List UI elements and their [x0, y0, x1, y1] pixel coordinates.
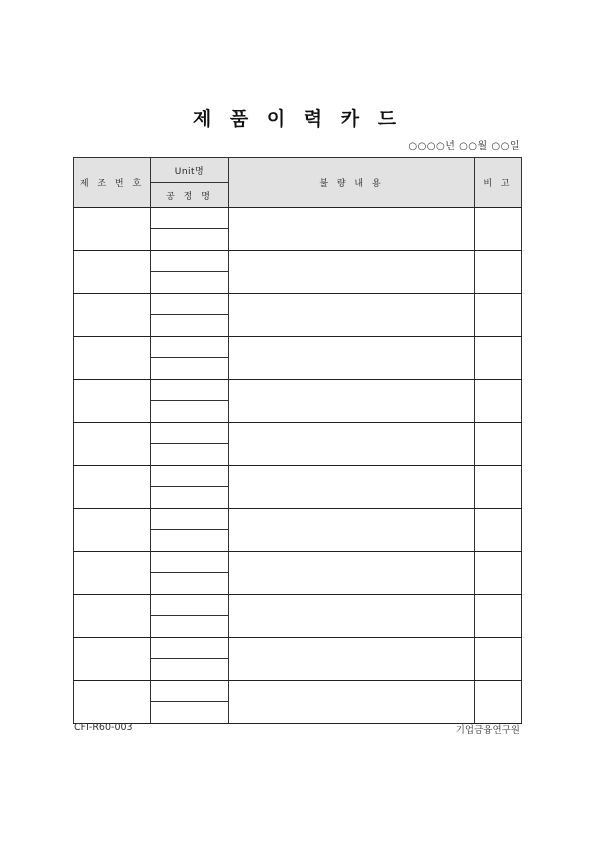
unit-name-cell[interactable] — [151, 208, 229, 229]
unit-name-cell[interactable] — [151, 638, 229, 659]
form-code: CFI-R60-003 — [74, 722, 133, 733]
unit-name-cell[interactable] — [151, 509, 229, 530]
serial-no-cell[interactable] — [74, 552, 151, 595]
serial-no-cell[interactable] — [74, 251, 151, 294]
unit-name-cell[interactable] — [151, 466, 229, 487]
date-line: ○○○○년 ○○월 ○○일 — [408, 141, 520, 152]
serial-no-cell[interactable] — [74, 380, 151, 423]
unit-name-cell[interactable] — [151, 251, 229, 272]
header-serial-no: 제 조 번 호 — [74, 158, 151, 208]
institute-name: 기업금융연구원 — [455, 725, 520, 736]
entry-row — [74, 638, 522, 659]
remarks-cell[interactable] — [475, 294, 522, 337]
entry-row — [74, 294, 522, 315]
defect-details-cell[interactable] — [229, 552, 475, 595]
process-name-cell[interactable] — [151, 530, 229, 552]
defect-details-cell[interactable] — [229, 294, 475, 337]
unit-name-cell[interactable] — [151, 380, 229, 401]
unit-name-cell[interactable] — [151, 423, 229, 444]
entry-row — [74, 509, 522, 530]
entry-row — [74, 380, 522, 401]
process-name-cell[interactable] — [151, 487, 229, 509]
remarks-cell[interactable] — [475, 380, 522, 423]
process-name-cell[interactable] — [151, 616, 229, 638]
remarks-cell[interactable] — [475, 509, 522, 552]
unit-name-cell[interactable] — [151, 294, 229, 315]
remarks-cell[interactable] — [475, 552, 522, 595]
entry-row — [74, 466, 522, 487]
entry-row — [74, 337, 522, 358]
process-name-cell[interactable] — [151, 358, 229, 380]
remarks-cell[interactable] — [475, 466, 522, 509]
serial-no-cell[interactable] — [74, 681, 151, 724]
header-defect-details: 불 량 내 용 — [229, 158, 475, 208]
entry-row — [74, 251, 522, 272]
defect-details-cell[interactable] — [229, 380, 475, 423]
defect-details-cell[interactable] — [229, 466, 475, 509]
process-name-cell[interactable] — [151, 573, 229, 595]
serial-no-cell[interactable] — [74, 509, 151, 552]
remarks-cell[interactable] — [475, 337, 522, 380]
header-unit-name: Unit명 — [151, 158, 229, 183]
process-name-cell[interactable] — [151, 401, 229, 423]
header-row — [74, 158, 522, 183]
serial-no-cell[interactable] — [74, 337, 151, 380]
entry-row — [74, 552, 522, 573]
defect-details-cell[interactable] — [229, 638, 475, 681]
remarks-cell[interactable] — [475, 208, 522, 251]
process-name-cell[interactable] — [151, 272, 229, 294]
process-name-cell[interactable] — [151, 315, 229, 337]
entry-row — [74, 208, 522, 229]
remarks-cell[interactable] — [475, 423, 522, 466]
defect-details-cell[interactable] — [229, 595, 475, 638]
serial-no-cell[interactable] — [74, 638, 151, 681]
history-table — [73, 157, 522, 724]
serial-no-cell[interactable] — [74, 208, 151, 251]
process-name-cell[interactable] — [151, 659, 229, 681]
entry-row — [74, 681, 522, 702]
remarks-cell[interactable] — [475, 681, 522, 724]
serial-no-cell[interactable] — [74, 466, 151, 509]
defect-details-cell[interactable] — [229, 251, 475, 294]
unit-name-cell[interactable] — [151, 681, 229, 702]
defect-details-cell[interactable] — [229, 337, 475, 380]
unit-name-cell[interactable] — [151, 595, 229, 616]
serial-no-cell[interactable] — [74, 595, 151, 638]
remarks-cell[interactable] — [475, 638, 522, 681]
defect-details-cell[interactable] — [229, 681, 475, 724]
unit-name-cell[interactable] — [151, 552, 229, 573]
remarks-cell[interactable] — [475, 595, 522, 638]
serial-no-cell[interactable] — [74, 294, 151, 337]
entry-row — [74, 595, 522, 616]
entry-row — [74, 423, 522, 444]
process-name-cell[interactable] — [151, 702, 229, 724]
process-name-cell[interactable] — [151, 444, 229, 466]
defect-details-cell[interactable] — [229, 509, 475, 552]
defect-details-cell[interactable] — [229, 423, 475, 466]
header-process-name: 공 정 명 — [151, 183, 229, 208]
serial-no-cell[interactable] — [74, 423, 151, 466]
unit-name-cell[interactable] — [151, 337, 229, 358]
document-title: 제 품 이 력 카 드 — [192, 108, 403, 130]
header-remarks: 비 고 — [475, 158, 522, 208]
process-name-cell[interactable] — [151, 229, 229, 251]
defect-details-cell[interactable] — [229, 208, 475, 251]
remarks-cell[interactable] — [475, 251, 522, 294]
